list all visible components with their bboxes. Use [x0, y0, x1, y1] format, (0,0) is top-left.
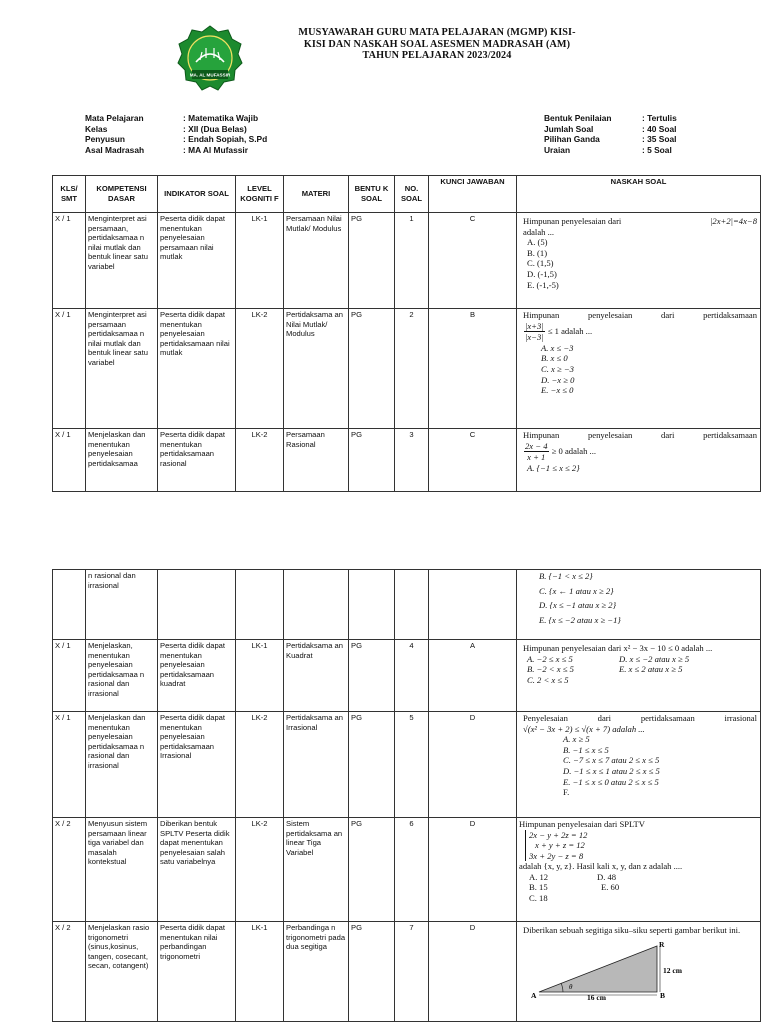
option-row — [529, 872, 757, 883]
cell-no: 1 — [395, 213, 429, 309]
fraction — [524, 441, 549, 463]
option-row — [529, 893, 757, 904]
equation: x + y + z = 12 — [535, 840, 585, 851]
question-expression: √(x² − 3x + 2) ≤ √(x + 7) adalah ... — [523, 723, 645, 734]
option-c: C. x ≥ −3 — [541, 363, 574, 374]
cell-bentuk: PG — [349, 309, 395, 429]
col-kunci: KUNCI JAWABAN — [429, 176, 517, 213]
meta-row — [85, 145, 267, 156]
cell-bentuk: PG — [349, 213, 395, 309]
fraction-denominator: x + 1 — [527, 452, 546, 463]
option-row — [529, 882, 757, 893]
option-a: A. x ≥ 5 — [563, 734, 590, 745]
angle-label: θ — [569, 982, 573, 991]
option-b: B. 15 — [529, 882, 548, 893]
option-b: B. −1 ≤ x ≤ 5 — [563, 744, 609, 755]
cell-indikator — [158, 570, 236, 640]
vertex-b-label: B — [660, 990, 666, 1000]
table-row — [53, 429, 761, 492]
table-row — [53, 309, 761, 429]
option-row — [527, 664, 757, 675]
cell-materi: Persamaan Rasional — [284, 429, 349, 492]
cell-kd: Menyusun sistem persamaan linear tiga variabel dan masalah kontekstual — [86, 818, 158, 922]
cell-bentuk: PG — [349, 818, 395, 922]
fraction-denominator: |x−3| — [525, 332, 544, 343]
option-a: A. x ≤ −3 — [541, 342, 574, 353]
meta-left — [85, 113, 267, 155]
cell-level: LK-2 — [236, 309, 284, 429]
cell-naskah — [517, 213, 761, 309]
table-row — [53, 570, 761, 640]
option-row — [527, 654, 757, 665]
cell-no — [395, 570, 429, 640]
cell-kd: Menjelaskan rasio trigonometri (sinus,kosinus, tangen, cosecant, secan, cotangent) — [86, 922, 158, 1022]
cell-kd: Menjelaskan, menentukan penyelesaian pertidaksamaa n rasional dan irrasional — [86, 640, 158, 712]
cell-naskah — [517, 309, 761, 429]
cell-kunci: A — [429, 640, 517, 712]
option-f: F. — [563, 787, 570, 798]
question-expression — [523, 441, 757, 463]
fraction-numerator: 2x − 4 — [525, 440, 548, 451]
option-a: A. 12 — [529, 871, 549, 882]
side-br-label: 12 cm — [663, 965, 682, 975]
meta-value: : XII (Dua Belas) — [183, 123, 247, 134]
table-row — [53, 922, 761, 1022]
fraction-numerator: |x+3| — [525, 320, 544, 331]
document-title — [262, 27, 612, 62]
option-a: A. {−1 ≤ x ≤ 2} — [527, 462, 580, 473]
question-intro: Himpunan penyelesaian dari — [523, 216, 622, 226]
option-d: D. {x ≤ −1 atau x ≥ 2} — [539, 600, 616, 611]
meta-value: : Tertulis — [642, 113, 677, 123]
option-d: D. 48 — [597, 871, 617, 882]
logo-text: MA. AL MUFASSIR — [189, 72, 231, 78]
cell-kunci: B — [429, 309, 517, 429]
option-d: D. x ≤ −2 atau x ≥ 5 — [619, 653, 690, 664]
option-c: C. 18 — [529, 892, 548, 903]
fraction — [524, 321, 545, 343]
col-no: NO. SOAL — [395, 176, 429, 213]
cell-no: 3 — [395, 429, 429, 492]
meta-value: : Endah Sopiah, S.Pd — [183, 134, 268, 145]
cell-kunci — [429, 570, 517, 640]
cell-no: 4 — [395, 640, 429, 712]
question-intro: Himpunan penyelesaian dari SPLTV — [519, 819, 645, 829]
triangle-shape — [539, 946, 657, 992]
meta-key: Asal Madrasah — [85, 144, 145, 155]
option-d: D. (-1,5) — [527, 268, 557, 279]
equation: 3x + 2y − z = 8 — [529, 850, 584, 861]
cell-indikator: Peserta didik dapat menentukan penyelesaian pertidaksamaan kuadrat — [158, 640, 236, 712]
cell-kls — [53, 570, 86, 640]
cell-kls: X / 1 — [53, 309, 86, 429]
side-ab-label: 16 cm — [587, 992, 606, 1000]
cell-kls: X / 1 — [53, 640, 86, 712]
option-a: A. (5) — [527, 237, 548, 248]
option-b: B. x ≤ 0 — [541, 353, 568, 364]
cell-bentuk — [349, 570, 395, 640]
cell-kunci: C — [429, 429, 517, 492]
question-intro: Diberikan sebuah segitiga siku–siku seperti gambar berikut ini. — [523, 925, 741, 935]
madrasah-logo — [176, 24, 244, 92]
meta-value: : 5 Soal — [642, 144, 672, 155]
cell-bentuk: PG — [349, 640, 395, 712]
meta-key: Jumlah Soal — [544, 123, 594, 134]
col-indikator: INDIKATOR SOAL — [158, 176, 236, 213]
cell-kunci: D — [429, 712, 517, 818]
option-c: C. {x ← 1 atau x ≥ 2} — [539, 585, 614, 596]
option-c: C. −7 ≤ x ≤ 7 atau 2 ≤ x ≤ 5 — [563, 755, 660, 766]
title-line-2: KISI DAN NASKAH SOAL ASESMEN MADRASAH (AM) — [303, 38, 571, 50]
option-e: E. 60 — [601, 882, 620, 893]
question-intro: Penyelesaian dari pertidaksamaan irrasional — [523, 713, 757, 723]
option-e: E. (-1,-5) — [527, 279, 559, 290]
cell-kls: X / 2 — [53, 818, 86, 922]
equation-system — [525, 830, 587, 862]
meta-row — [544, 124, 677, 135]
meta-row — [85, 124, 267, 135]
vertex-a-label: A — [531, 990, 537, 1000]
cell-no: 6 — [395, 818, 429, 922]
col-naskah: NASKAH SOAL — [517, 176, 761, 213]
meta-key: Bentuk Penilaian — [544, 113, 612, 123]
table-row — [53, 213, 761, 309]
question-text — [523, 214, 757, 227]
option-d: D. −1 ≤ x ≤ 1 atau 2 ≤ x ≤ 5 — [563, 765, 660, 776]
cell-kls: X / 1 — [53, 213, 86, 309]
table-row — [53, 640, 761, 712]
question-intro: Himpunan penyelesaian dari pertidaksamaan — [523, 430, 757, 440]
cell-kls: X / 2 — [53, 922, 86, 1022]
option-b: B. {−1 < x ≤ 2} — [539, 571, 593, 581]
cell-kunci: D — [429, 922, 517, 1022]
cell-no: 5 — [395, 712, 429, 818]
meta-value: : 35 Soal — [642, 134, 677, 145]
cell-kd: Menjelaskan dan menentukan penyelesaian pertidaksamaa — [86, 429, 158, 492]
cell-no: 2 — [395, 309, 429, 429]
cell-bentuk: PG — [349, 429, 395, 492]
meta-row — [544, 145, 677, 156]
cell-indikator: Diberikan bentuk SPLTV Peserta didik dapat menentukan penyelesaian salah satu variabelnya — [158, 818, 236, 922]
table-row — [53, 712, 761, 818]
option-c: C. (1,5) — [527, 258, 554, 269]
col-kls: KLS/ SMT — [53, 176, 86, 213]
kisi-kisi-table-page-1 — [52, 175, 761, 492]
meta-row — [544, 113, 677, 124]
cell-indikator: Peserta didik dapat menentukan penyelesaian persamaan nilai mutlak — [158, 213, 236, 309]
vertex-r-label: R — [659, 939, 665, 949]
cell-kd: Menginterpret asi persamaan, pertidaksamaa n nilai mutlak dan bentuk linear satu variabel — [86, 213, 158, 309]
equation: 2x − y + 2z = 12 — [529, 829, 588, 840]
question-expression: |2x+2|=4x−8 — [710, 216, 757, 226]
option-e: E. −x ≤ 0 — [541, 385, 574, 396]
col-kompetensi: KOMPETENSI DASAR — [86, 176, 158, 213]
option-e: E. {x ≤ −2 atau x ≥ −1} — [539, 614, 621, 625]
cell-level: LK-2 — [236, 818, 284, 922]
meta-row — [85, 134, 267, 145]
cell-materi: Sistem pertidaksama an linear Tiga Variabel — [284, 818, 349, 922]
table-header-row — [53, 176, 761, 213]
col-materi: MATERI — [284, 176, 349, 213]
cell-naskah — [517, 712, 761, 818]
cell-kunci: C — [429, 213, 517, 309]
cell-naskah — [517, 922, 761, 1022]
meta-row — [85, 113, 267, 124]
cell-materi: Pertidaksama an Nilai Mutlak/ Modulus — [284, 309, 349, 429]
title-line-3: TAHUN PELAJARAN 2023/2024 — [362, 50, 512, 61]
cell-level: LK-2 — [236, 429, 284, 492]
cell-materi: Pertidaksama an Kuadrat — [284, 640, 349, 712]
question-intro: Himpunan penyelesaian dari pertidaksamaan — [523, 310, 757, 320]
option-a: A. −2 ≤ x ≤ 5 — [527, 653, 573, 664]
meta-key: Mata Pelajaran — [85, 113, 144, 123]
cell-indikator: Peserta didik dapat menentukan penyelesaian pertidaksamaan nilai mutlak — [158, 309, 236, 429]
option-b: B. −2 < x ≤ 5 — [527, 664, 574, 675]
col-bentuk: BENTU K SOAL — [349, 176, 395, 213]
col-level: LEVEL KOGNITI F — [236, 176, 284, 213]
meta-right — [544, 113, 677, 155]
question-tail: ≤ 1 adalah ... — [547, 325, 593, 336]
cell-indikator: Peserta didik dapat menentukan pertidaksamaan rasional — [158, 429, 236, 492]
option-c: C. 2 < x ≤ 5 — [527, 674, 569, 685]
option-e: E. −1 ≤ x ≤ 0 atau 2 ≤ x ≤ 5 — [563, 776, 659, 787]
cell-naskah — [517, 570, 761, 640]
cell-materi — [284, 570, 349, 640]
cell-level — [236, 570, 284, 640]
cell-level: LK-2 — [236, 712, 284, 818]
meta-key: Pilihan Ganda — [544, 134, 600, 145]
cell-kd: Menginterpret asi persamaan pertidaksamaa n nilai mutlak dan bentuk linear satu variabel — [86, 309, 158, 429]
table-row — [53, 818, 761, 922]
question-tail: ≥ 0 adalah ... — [551, 445, 597, 456]
equation-system-row — [525, 830, 757, 862]
option-b: B. (1) — [527, 247, 548, 258]
cell-kd: n rasional dan irrasional — [86, 570, 158, 640]
meta-key: Uraian — [544, 144, 571, 155]
option-d: D. −x ≥ 0 — [541, 374, 575, 385]
cell-naskah — [517, 429, 761, 492]
meta-key: Penyusun — [85, 134, 126, 145]
cell-naskah — [517, 640, 761, 712]
cell-kls: X / 1 — [53, 712, 86, 818]
cell-level: LK-1 — [236, 922, 284, 1022]
meta-value: : Matematika Wajib — [183, 113, 259, 123]
question-expression — [523, 321, 757, 343]
meta-row — [544, 134, 677, 145]
title-line-1: MUSYAWARAH GURU MATA PELAJARAN (MGMP) KISI- — [298, 27, 576, 38]
meta-value: : 40 Soal — [642, 123, 677, 134]
cell-materi: Pertidaksama an Irrasional — [284, 712, 349, 818]
question-tail: adalah {x, y, z}. Hasil kali x, y, dan z adalah .... — [519, 861, 683, 872]
cell-indikator: Peserta didik dapat menentukan nilai perbandingan trigonometri — [158, 922, 236, 1022]
question-intro: Himpunan penyelesaian dari x² − 3x − 10 ≤ 0 adalah ... — [523, 643, 713, 653]
option-row — [527, 675, 757, 686]
meta-key: Kelas — [85, 123, 108, 134]
cell-materi: Persamaan Nilai Mutlak/ Modulus — [284, 213, 349, 309]
cell-kls: X / 1 — [53, 429, 86, 492]
meta-value: : MA Al Mufassir — [183, 144, 248, 155]
right-triangle-figure — [529, 938, 699, 1000]
cell-indikator: Peserta didik dapat menentukan penyelesaian pertidaksamaan Irrasional — [158, 712, 236, 818]
cell-materi: Perbandinga n trigonometri pada dua segitiga — [284, 922, 349, 1022]
cell-kunci: D — [429, 818, 517, 922]
cell-bentuk: PG — [349, 712, 395, 818]
kisi-kisi-table-page-2 — [52, 569, 761, 1022]
cell-kd: Menjelaskan dan menentukan penyelesaian pertidaksamaa n rasional dan irrasional — [86, 712, 158, 818]
cell-no: 7 — [395, 922, 429, 1022]
cell-level: LK-1 — [236, 213, 284, 309]
cell-level: LK-1 — [236, 640, 284, 712]
option-e: E. x ≤ 2 atau x ≥ 5 — [619, 664, 683, 675]
cell-naskah — [517, 818, 761, 922]
cell-bentuk: PG — [349, 922, 395, 1022]
question-tail: adalah ... — [523, 226, 555, 237]
